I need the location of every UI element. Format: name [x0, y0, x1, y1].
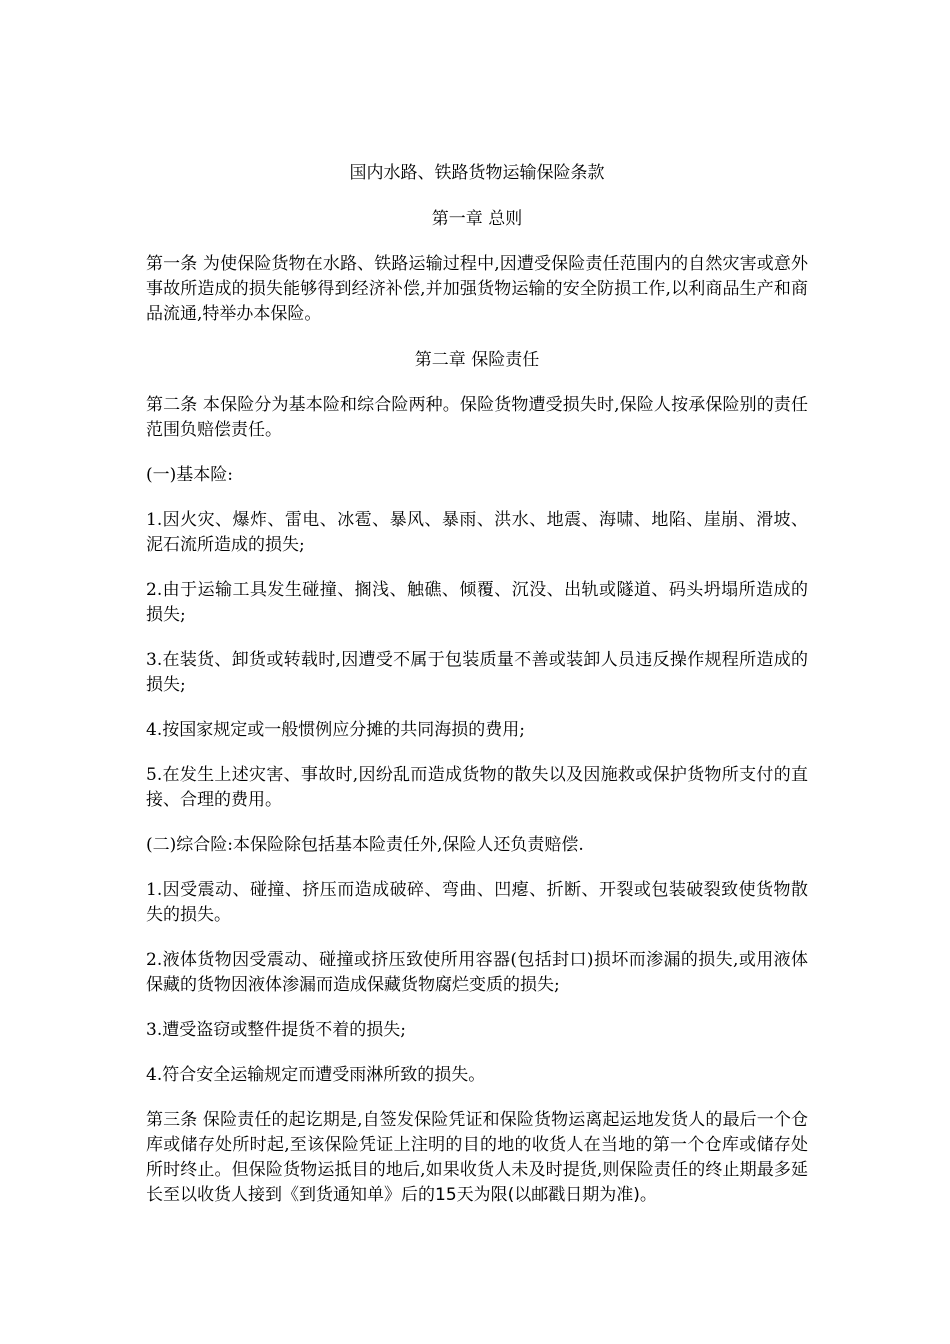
comprehensive-item-1: 1.因受震动、碰撞、挤压而造成破碎、弯曲、凹瘪、折断、开裂或包装破裂致使货物散失的损失。 [146, 880, 808, 925]
article-two: 第二条 本保险分为基本险和综合险两种。保险货物遭受损失时,保险人按承保险别的责任范围负赔偿责任。 [146, 395, 808, 440]
article-three-text: 第三条 保险责任的起讫期是,自签发保险凭证和保险货物运离起运地发货人的最后一个仓库或储存处所时起,至该保险凭证上注明的目的地的收货人在当地的第一个仓库或储存处所时终止。但保险货物运抵目的地后,如果收货人未及时提货,则保险责任的终止期最多延长至以收货人 [146, 1110, 808, 1205]
comprehensive-item-3: 3.遭受盗窃或整件提货不着的损失; [146, 1020, 406, 1040]
comprehensive-item-4: 4.符合安全运输规定而遭受雨淋所致的损失。 [146, 1065, 486, 1085]
basic-item-1: 1.因火灾、爆炸、雷电、冰雹、暴风、暴雨、洪水、地震、海啸、地陷、崖崩、滑坡、泥石流所造成的损失; [146, 510, 808, 555]
chapter-two-heading: 第二章 保险责任 [414, 350, 540, 370]
basic-insurance-heading: (一)基本险: [146, 465, 233, 485]
basic-item-3: 3.在装货、卸货或转载时,因遭受不属于包装质量不善或装卸人员违反操作规程所造成的损失; [146, 650, 808, 695]
document-title: 国内水路、铁路货物运输保险条款 [349, 163, 605, 183]
comprehensive-item-2: 2.液体货物因受震动、碰撞或挤压致使所用容器(包括封口)损坏而渗漏的损失,或用液体保藏的货物因液体渗漏而造成保藏货物腐烂变质的损失; [146, 950, 808, 995]
chapter-one-heading: 第一章 总则 [431, 209, 523, 229]
basic-item-5: 5.在发生上述灾害、事故时,因纷乱而造成货物的散失以及因施救或保护货物所支付的直接、合理的费用。 [146, 765, 808, 810]
article-three-deadline: 接到《到货通知单》后的15天为限(以邮戳日期为准)。 [248, 1185, 657, 1205]
comprehensive-insurance-heading: (二)综合险:本保险除包括基本险责任外,保险人还负责赔偿. [146, 835, 584, 855]
document-page [146, 160, 808, 1228]
basic-item-2: 2.由于运输工具发生碰撞、搁浅、触礁、倾覆、沉没、出轨或隧道、码头坍塌所造成的损失; [146, 580, 808, 625]
article-one: 第一条 为使保险货物在水路、铁路运输过程中,因遭受保险责任范围内的自然灾害或意外事故所造成的损失能够得到经济补偿,并加强货物运输的安全防损工作,以利商品生产和商品流通,特举办本保险。 [146, 254, 808, 324]
article-three [146, 1108, 808, 1208]
basic-item-4: 4.按国家规定或一般惯例应分摊的共同海损的费用; [146, 720, 525, 740]
